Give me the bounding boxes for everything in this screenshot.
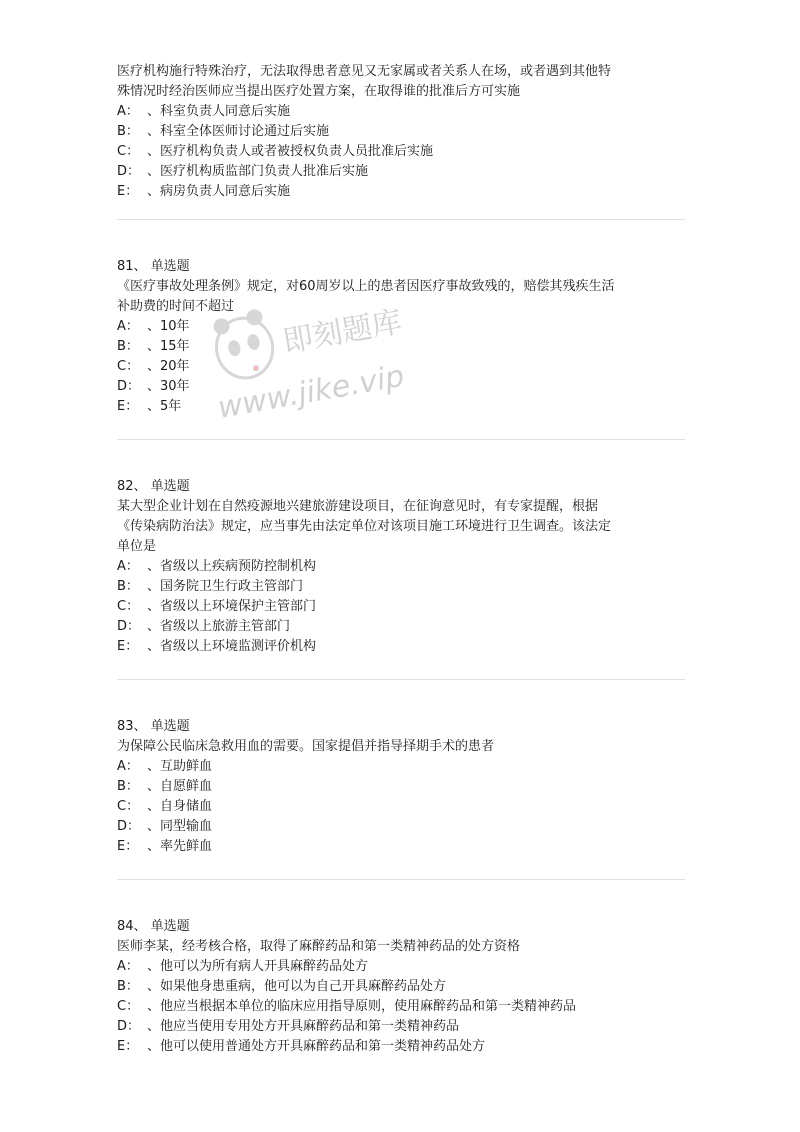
option-text: 、省级以上疾病预防控制机构 xyxy=(147,559,317,574)
question-header: 81、 单选题 xyxy=(117,259,190,274)
option-a[interactable] xyxy=(117,757,687,777)
option-letter: D： xyxy=(117,619,141,634)
option-text: 、15年 xyxy=(147,339,190,354)
option-a[interactable] xyxy=(117,317,687,337)
question-81 xyxy=(117,257,687,417)
divider xyxy=(117,879,685,880)
stem-line: 补助费的时间不超过 xyxy=(117,299,235,314)
option-e[interactable] xyxy=(117,837,687,857)
stem-line: 《医疗事故处理条例》规定，对60周岁以上的患者因医疗事故致残的，赔偿其残疾生活 xyxy=(117,279,615,294)
option-d[interactable] xyxy=(117,377,687,397)
option-text: 、他应当根据本单位的临床应用指导原则，使用麻醉药品和第一类精神药品 xyxy=(147,999,577,1014)
option-c[interactable] xyxy=(117,597,687,617)
question-stem xyxy=(117,62,687,102)
option-letter: C： xyxy=(117,359,140,374)
option-text: 、医疗机构负责人或者被授权负责人员批准后实施 xyxy=(147,144,434,159)
option-a[interactable] xyxy=(117,957,687,977)
option-letter: B： xyxy=(117,124,139,139)
option-letter: E： xyxy=(117,1039,139,1054)
option-e[interactable] xyxy=(117,637,687,657)
option-letter: A： xyxy=(117,559,139,574)
option-text: 、10年 xyxy=(147,319,190,334)
stem-line: 医师李某，经考核合格，取得了麻醉药品和第一类精神药品的处方资格 xyxy=(117,939,521,954)
watermark-url: www.jike.vip xyxy=(215,358,407,426)
stem-line: 单位是 xyxy=(117,539,157,554)
stem-line: 《传染病防治法》规定，应当事先由法定单位对该项目施工环境进行卫生调查。该法定 xyxy=(117,519,612,534)
option-text: 、省级以上环境监测评价机构 xyxy=(147,639,317,654)
option-e[interactable] xyxy=(117,182,687,202)
option-a[interactable] xyxy=(117,557,687,577)
option-text: 、他可以使用普通处方开具麻醉药品和第一类精神药品处方 xyxy=(147,1039,486,1054)
option-c[interactable] xyxy=(117,997,687,1017)
option-text: 、病房负责人同意后实施 xyxy=(147,184,291,199)
option-b[interactable] xyxy=(117,977,687,997)
divider xyxy=(117,679,685,680)
option-letter: B： xyxy=(117,779,139,794)
option-b[interactable] xyxy=(117,777,687,797)
option-e[interactable] xyxy=(117,397,687,417)
option-text: 、如果他身患重病，他可以为自己开具麻醉药品处方 xyxy=(147,979,447,994)
option-text: 、同型输血 xyxy=(147,819,213,834)
option-letter: E： xyxy=(117,839,139,854)
option-letter: A： xyxy=(117,959,139,974)
option-text: 、20年 xyxy=(147,359,190,374)
question-stem xyxy=(117,277,687,317)
option-d[interactable] xyxy=(117,162,687,182)
watermark-brand: 即刻题库 xyxy=(280,304,405,360)
option-text: 、互助鲜血 xyxy=(147,759,213,774)
option-letter: D： xyxy=(117,819,141,834)
option-d[interactable] xyxy=(117,1017,687,1037)
option-letter: C： xyxy=(117,144,140,159)
question-stem xyxy=(117,737,687,757)
option-text: 、国务院卫生行政主管部门 xyxy=(147,579,304,594)
option-text: 、他可以为所有病人开具麻醉药品处方 xyxy=(147,959,369,974)
option-letter: B： xyxy=(117,979,139,994)
option-text: 、自身储血 xyxy=(147,799,213,814)
option-text: 、省级以上环境保护主管部门 xyxy=(147,599,317,614)
stem-line: 为保障公民临床急救用血的需要。国家提倡并指导择期手术的患者 xyxy=(117,739,495,754)
option-b[interactable] xyxy=(117,337,687,357)
option-letter: B： xyxy=(117,579,139,594)
option-letter: C： xyxy=(117,799,140,814)
option-b[interactable] xyxy=(117,122,687,142)
option-letter: E： xyxy=(117,399,139,414)
question-header: 84、 单选题 xyxy=(117,919,190,934)
question-stem xyxy=(117,937,687,957)
option-c[interactable] xyxy=(117,357,687,377)
option-letter: B： xyxy=(117,339,139,354)
option-text: 、30年 xyxy=(147,379,190,394)
question-header: 82、 单选题 xyxy=(117,479,190,494)
stem-line: 殊情况时经治医师应当提出医疗处置方案，在取得谁的批准后方可实施 xyxy=(117,84,521,99)
option-d[interactable] xyxy=(117,617,687,637)
option-text: 、省级以上旅游主管部门 xyxy=(147,619,291,634)
option-letter: E： xyxy=(117,184,139,199)
option-letter: A： xyxy=(117,104,139,119)
option-letter: A： xyxy=(117,319,139,334)
option-text: 、科室负责人同意后实施 xyxy=(147,104,291,119)
stem-line: 某大型企业计划在自然疫源地兴建旅游建设项目，在征询意见时，有专家提醒，根据 xyxy=(117,499,599,514)
question-83 xyxy=(117,717,687,857)
option-text: 、自愿鲜血 xyxy=(147,779,213,794)
divider xyxy=(117,439,685,440)
option-letter: C： xyxy=(117,599,140,614)
option-text: 、5年 xyxy=(147,399,182,414)
question-header: 83、 单选题 xyxy=(117,719,190,734)
question-stem xyxy=(117,497,687,557)
option-e[interactable] xyxy=(117,1037,687,1057)
option-d[interactable] xyxy=(117,817,687,837)
option-c[interactable] xyxy=(117,797,687,817)
divider xyxy=(117,219,685,220)
option-b[interactable] xyxy=(117,577,687,597)
stem-line: 医疗机构施行特殊治疗，无法取得患者意见又无家属或者关系人在场，或者遇到其他特 xyxy=(117,64,612,79)
option-a[interactable] xyxy=(117,102,687,122)
option-text: 、率先鲜血 xyxy=(147,839,213,854)
option-text: 、医疗机构质监部门负责人批准后实施 xyxy=(147,164,369,179)
question-80 xyxy=(117,62,687,202)
option-c[interactable] xyxy=(117,142,687,162)
option-letter: A： xyxy=(117,759,139,774)
question-84 xyxy=(117,917,687,1057)
question-82 xyxy=(117,477,687,657)
option-text: 、科室全体医师讨论通过后实施 xyxy=(147,124,330,139)
option-letter: D： xyxy=(117,164,141,179)
option-text: 、他应当使用专用处方开具麻醉药品和第一类精神药品 xyxy=(147,1019,460,1034)
option-letter: E： xyxy=(117,639,139,654)
option-letter: D： xyxy=(117,1019,141,1034)
option-letter: D： xyxy=(117,379,141,394)
option-letter: C： xyxy=(117,999,140,1014)
